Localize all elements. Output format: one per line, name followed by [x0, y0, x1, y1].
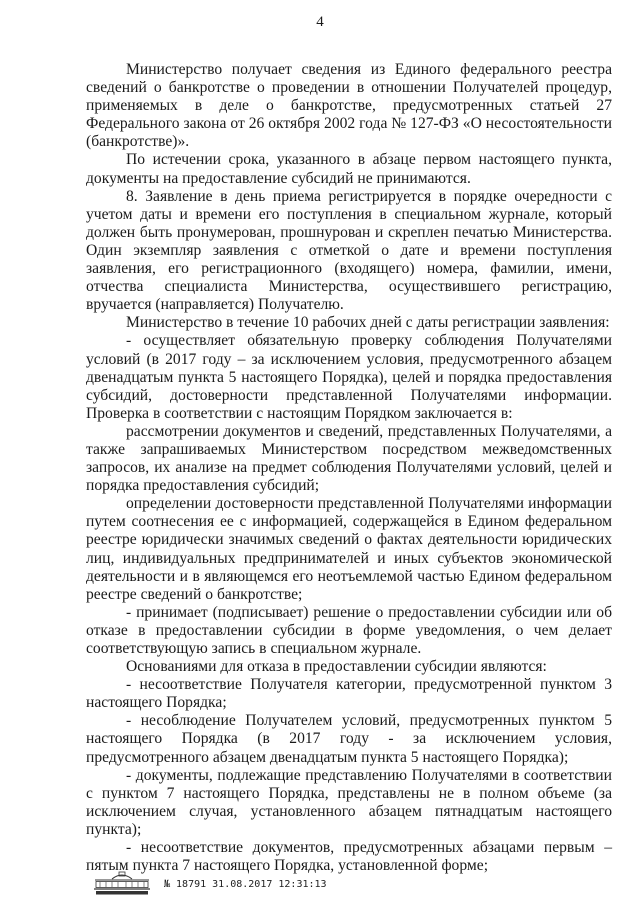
- paragraph: Министерство в течение 10 рабочих дней с даты регистрации заявления:: [126, 314, 610, 332]
- paragraph: определении достоверности представленной Получателями информации путем соотнесения ее с информацией, содержащейся в Едином федеральном реестре юридически значимых сведений о фактах деятельности юридических лиц, индивидуальных предпринимателей и иных субъектов экономической деятельности и в являющемся его неотъемлемой частью Едином федеральном реестре сведений о банкротстве;: [86, 495, 612, 603]
- paragraph: - принимает (подписывает) решение о предоставлении субсидии или об отказе в предоставлении субсидии в форме уведомления, о чем делает соответствующую запись в специальном журнале.: [86, 603, 612, 657]
- paragraph: Основаниями для отказа в предоставлении субсидии являются:: [126, 658, 547, 676]
- document-footer: [92, 866, 327, 896]
- paragraph: Министерство получает сведения из Единого федерального реестра сведений о банкротстве о проведении в отношении Получателей процедур, применяемых в деле о банкротстве, предусмотренных статьей 27 Федерального закона от 26 октября 2002 года № 127-ФЗ «О несостоятельности (банкротстве)».: [86, 61, 612, 151]
- paragraph: 8. Заявление в день приема регистрируется в порядке очередности с учетом даты и времени его поступления в специальном журнале, который должен быть пронумерован, прошнурован и скреплен печатью Министерства. Один экземпляр заявления с отметкой о дате и времени поступления заявления, его регистрационного (входящего) номера, фамилии, имени, отчества специалиста Министерства, осуществившего регистрацию, вручается (направляется) Получателю.: [86, 187, 612, 314]
- paragraph: - несоответствие документов, предусмотренных абзацами первым – пятым пункта 7 настоящего Порядка, установленной форме;: [86, 839, 612, 875]
- paragraph: рассмотрении документов и сведений, представленных Получателями, а также запрашиваемых Министерством посредством межведомственных запросов, их анализе на предмет соблюдения Получателями условий, целей и порядка предоставления субсидий;: [86, 422, 612, 495]
- paragraph: - несоответствие Получателя категории, предусмотренной пунктом 3 настоящего Порядка;: [86, 676, 612, 712]
- paragraph: - осуществляет обязательную проверку соблюдения Получателями условий (в 2017 году – за исключением условия, предусмотренного абзацем двенадцатым пункта 5 настоящего Порядка), целей и порядка предоставления субсидий, достоверности представленной Получателями информации. Проверка в соответствии с настоящим Порядком заключается в:: [86, 332, 612, 422]
- paragraph: - документы, подлежащие представлению Получателями в соответствии с пунктом 7 настоящего Порядка, представлены не в полном объеме (за исключением случая, установленного абзацем пятнадцатым настоящего пункта);: [86, 766, 612, 838]
- document-body: [86, 61, 612, 875]
- document-stamp: № 18791 31.08.2017 12:31:13: [164, 879, 327, 890]
- paragraph: - несоблюдение Получателем условий, предусмотренных пунктом 5 настоящего Порядка (в 2017 году - за исключением условия, предусмотренного абзацем двенадцатым пункта 5 настоящего Порядка);: [86, 712, 612, 766]
- paragraph: По истечении срока, указанного в абзаце первом настоящего пункта, документы на предоставление субсидий не принимаются.: [86, 151, 612, 187]
- page-number: 4: [316, 14, 324, 30]
- registry-logo-icon: [92, 870, 152, 896]
